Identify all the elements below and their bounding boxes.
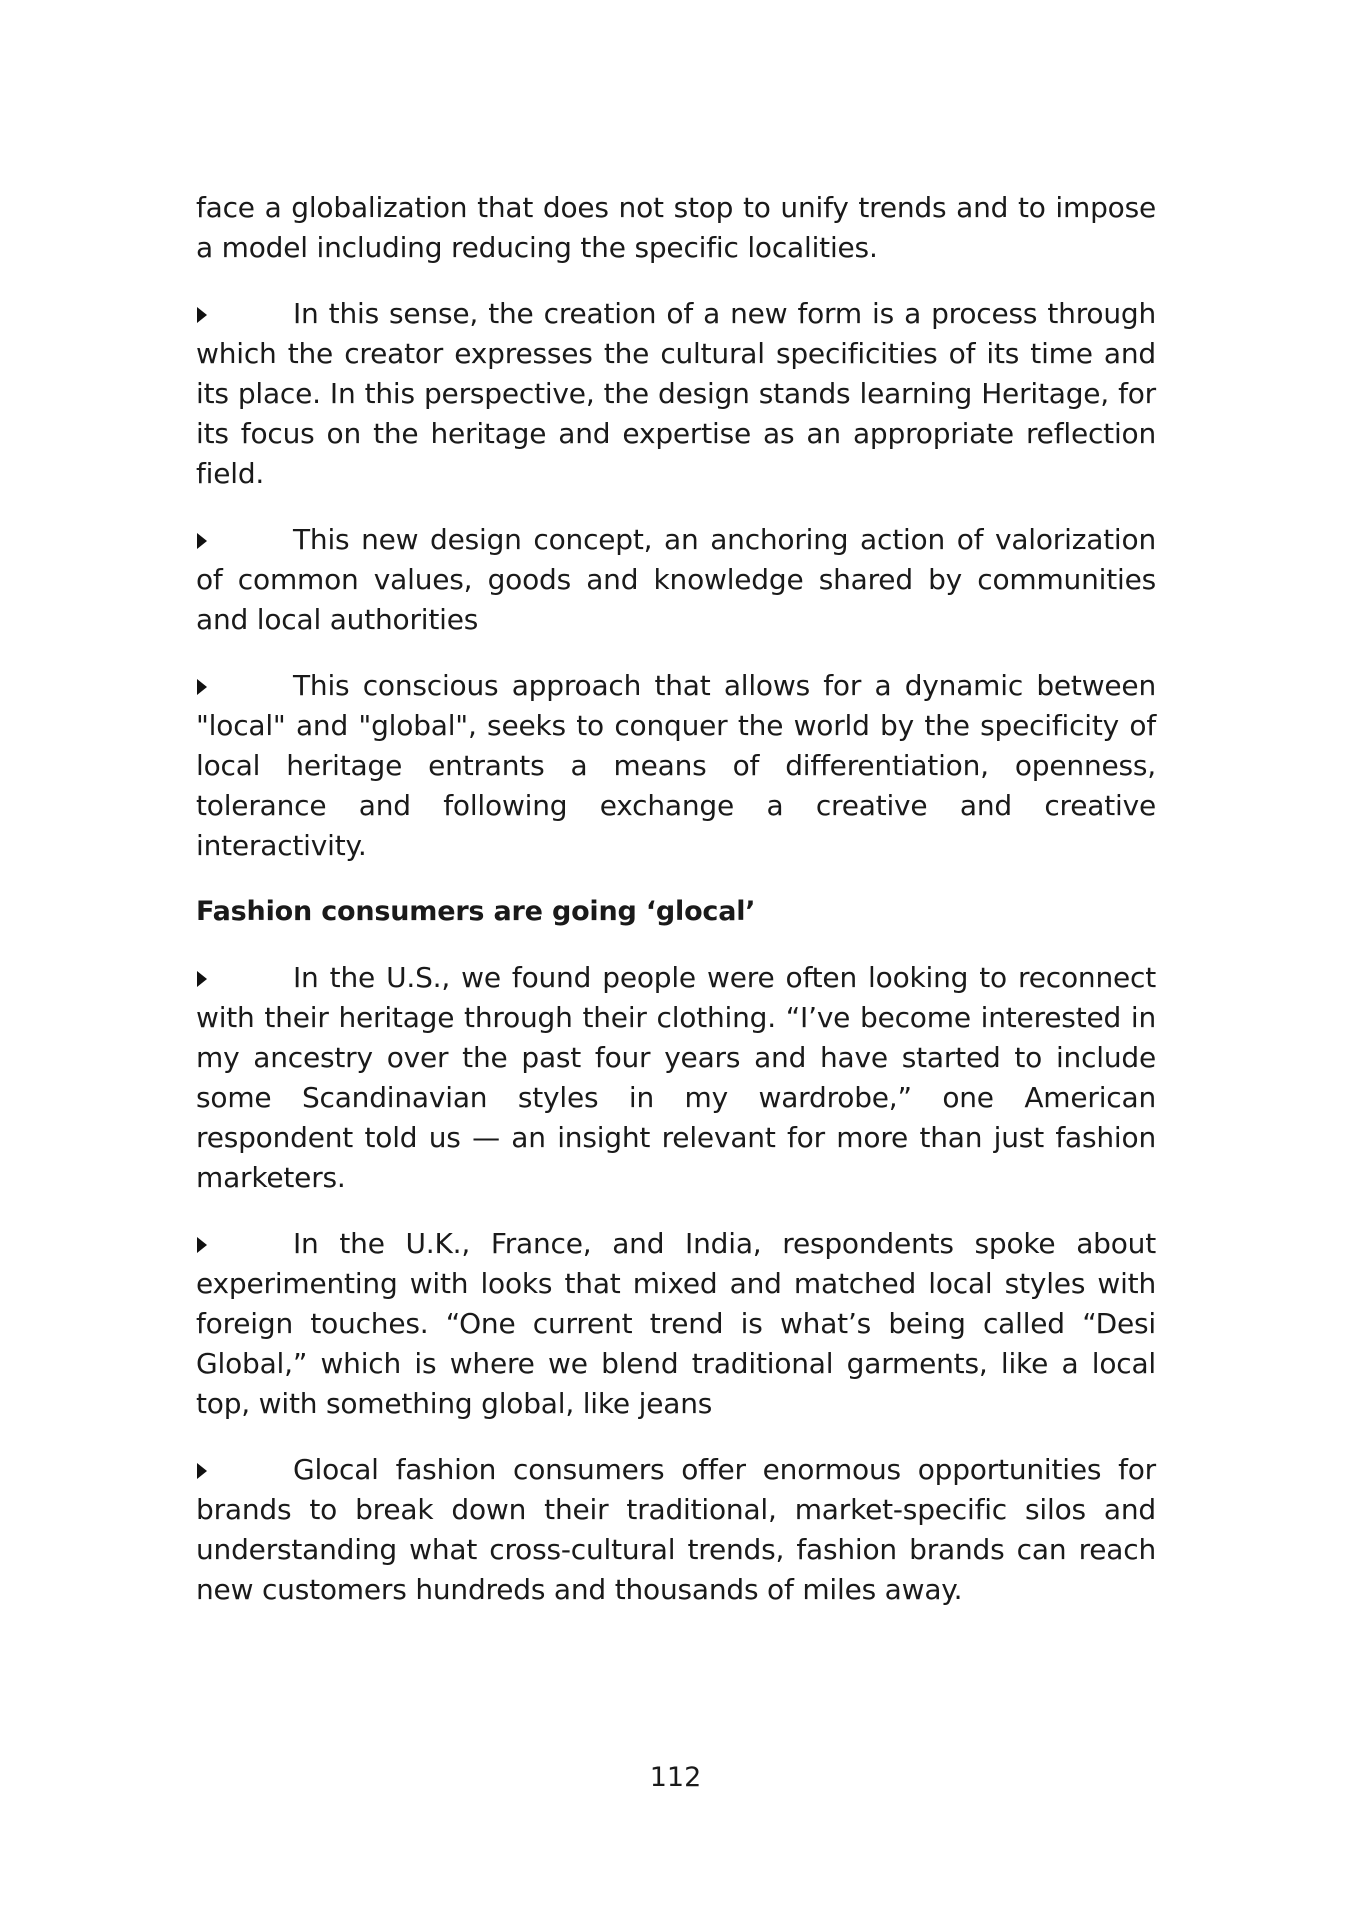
- bullet-paragraph: [196, 1224, 1156, 1424]
- bullet-text: In this sense, the creation of a new form is a process through which the creator expresses the cultural specificities of its time and its place. In this perspective, the design stands learning Heritage, for its focus on the heritage and expertise as an appropriate reflection field.: [196, 297, 1156, 490]
- right-triangle-bullet-icon: [196, 1450, 293, 1490]
- right-triangle-bullet-icon: [196, 294, 293, 334]
- right-triangle-bullet-icon: [196, 666, 293, 706]
- right-triangle-bullet-icon: [196, 520, 293, 560]
- bullet-text: In the U.K., France, and India, respondents spoke about experimenting with looks that mixed and matched local styles with foreign touches. “One current trend is what’s being called “Desi Global,” which is where we blend traditional garments, like a local top, with something global, like jeans: [196, 1227, 1156, 1420]
- page-body: [196, 188, 1156, 1636]
- section-heading: Fashion consumers are going ‘glocal’: [196, 896, 756, 927]
- opening-paragraph: face a globalization that does not stop to unify trends and to impose a model including reducing the specific localities.: [196, 191, 1156, 264]
- bullet-paragraph: [196, 958, 1156, 1198]
- bullet-paragraph: [196, 294, 1156, 494]
- bullet-paragraph: [196, 520, 1156, 640]
- right-triangle-bullet-icon: [196, 958, 293, 998]
- bullet-paragraph: [196, 666, 1156, 866]
- bullet-text: In the U.S., we found people were often looking to reconnect with their heritage through their clothing. “I’ve become interested in my ancestry over the past four years and have started to include some Scandinavian styles in my wardrobe,” one American respondent told us — an insight relevant for more than just fashion marketers.: [196, 961, 1156, 1194]
- right-triangle-bullet-icon: [196, 1224, 293, 1264]
- bullet-text: This new design concept, an anchoring action of valorization of common values, goods and knowledge shared by communities and local authorities: [196, 523, 1156, 636]
- bullet-text: This conscious approach that allows for a dynamic between "local" and "global", seeks to conquer the world by the specificity of local heritage entrants a means of differentiation, openness, tolerance and following exchange a creative and creative interactivity.: [196, 669, 1156, 862]
- bullet-paragraph: [196, 1450, 1156, 1610]
- bullet-text: Glocal fashion consumers offer enormous opportunities for brands to break down their traditional, market-specific silos and understanding what cross-cultural trends, fashion brands can reach new customers hundreds and thousands of miles away.: [196, 1453, 1156, 1606]
- page-number: 112: [649, 1762, 702, 1793]
